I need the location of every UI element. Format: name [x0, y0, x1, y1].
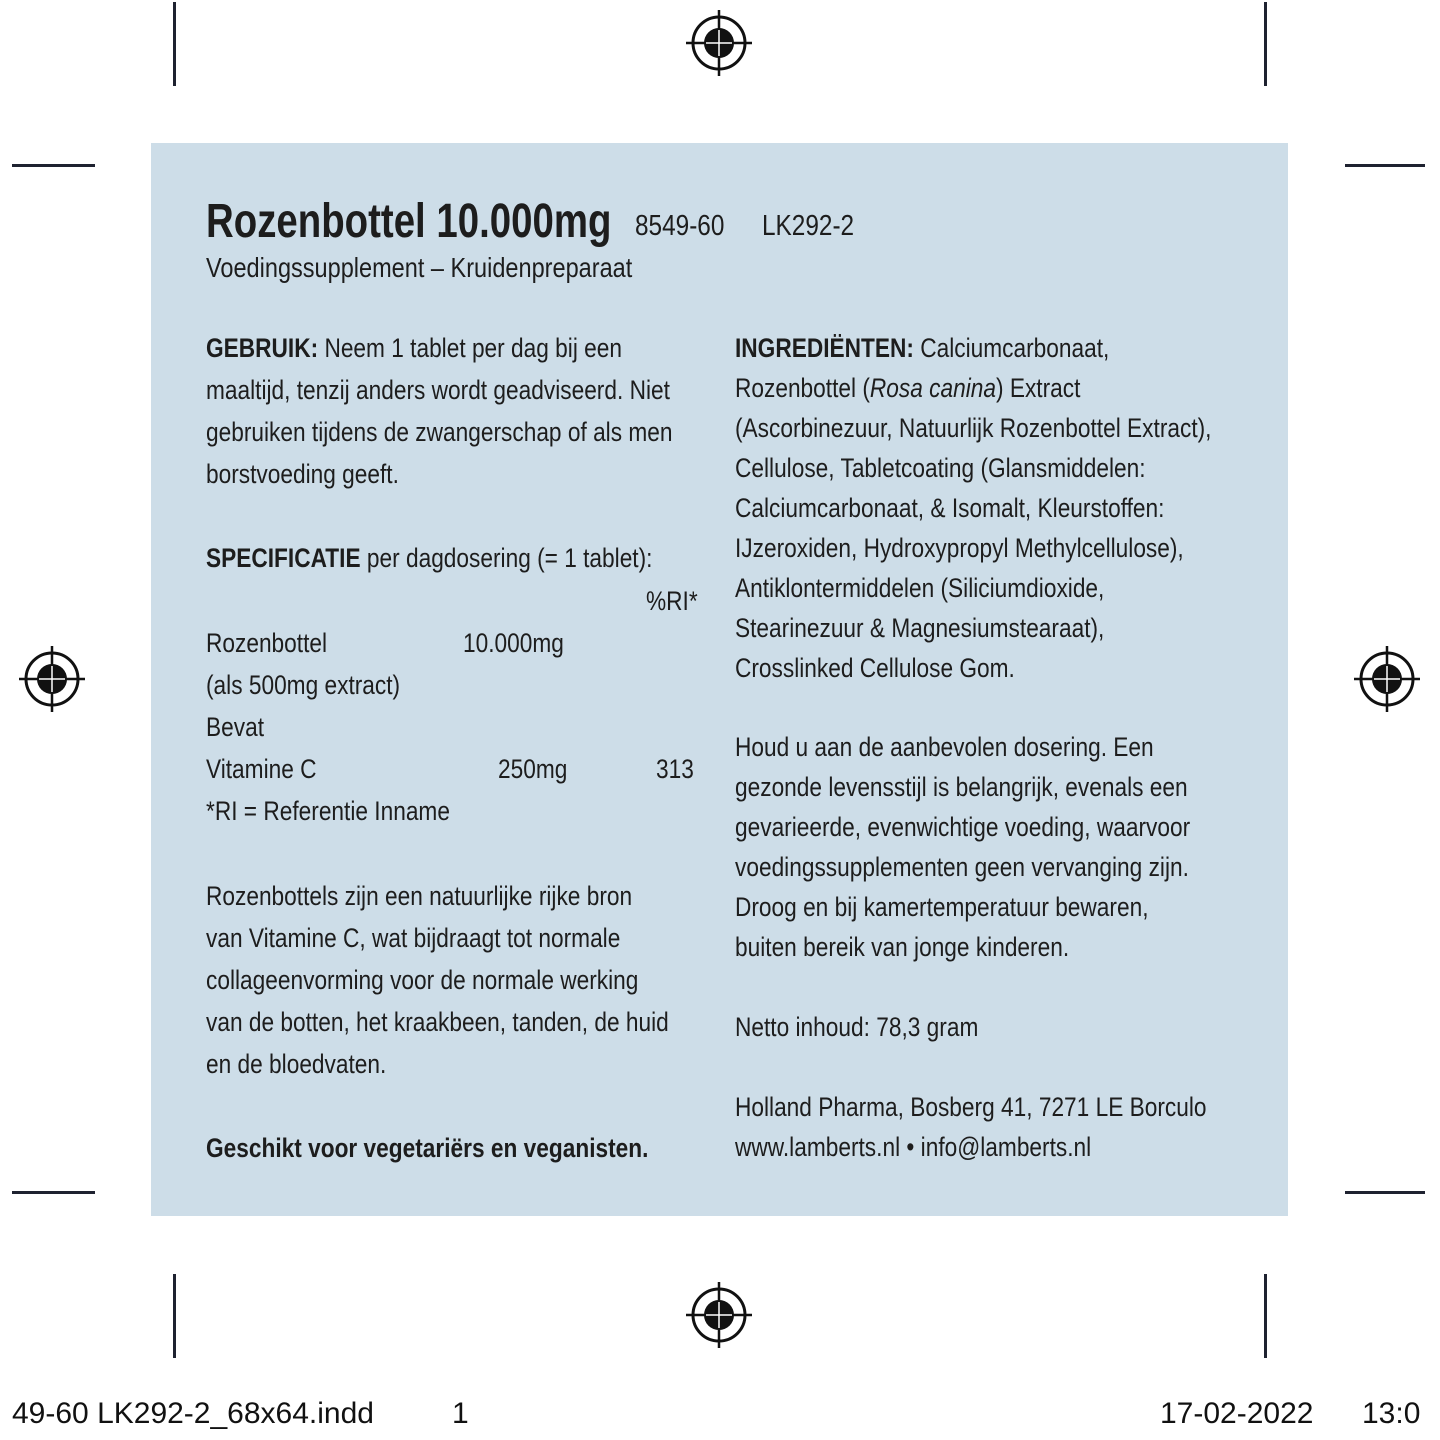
- product-title: Rozenbottel 10.000mg: [206, 195, 612, 248]
- label-code: LK292-2: [762, 210, 855, 242]
- ri-column-header: %RI*: [646, 586, 698, 616]
- advice-line: Droog en bij kamertemperatuur bewaren,: [735, 892, 1149, 922]
- spec-row-name: Rozenbottel: [206, 628, 328, 658]
- crop-mark-left-bottom: [12, 1191, 95, 1194]
- advice-line: gevarieerde, evenwichtige voeding, waarvoor: [735, 812, 1191, 842]
- claim-line: Rozenbottels zijn een natuurlijke rijke bron: [206, 881, 633, 911]
- ingredients-heading: INGREDIËNTEN:: [735, 333, 914, 363]
- advice-line: buiten bereik van jonge kinderen.: [735, 932, 1070, 962]
- registration-mark-right-icon: [1354, 646, 1420, 712]
- claim-line: van Vitamine C, wat bijdraagt tot normale: [206, 923, 621, 953]
- ingredients-text: ) Extract: [995, 373, 1081, 403]
- registration-mark-top-icon: [686, 10, 752, 76]
- usage-line: gebruiken tijdens de zwangerschap of als men: [206, 417, 673, 447]
- spec-row-ri: 313: [656, 754, 694, 784]
- crop-mark-top-right: [1264, 2, 1267, 86]
- print-page-number: 1: [452, 1397, 469, 1430]
- specification-heading-rest: per dagdosering (= 1 tablet):: [360, 543, 653, 573]
- dosage-advice: [735, 727, 1190, 967]
- ingredients-line: Antiklontermiddelen (Siliciumdioxide,: [735, 573, 1105, 603]
- claim-line: collageenvorming voor de normale werking: [206, 965, 639, 995]
- crop-mark-bottom-left: [173, 1274, 176, 1358]
- spec-row-name: Vitamine C: [206, 754, 317, 784]
- crop-mark-top-left: [173, 2, 176, 86]
- ingredients-line: (Ascorbinezuur, Natuurlijk Rozenbottel Extract),: [735, 413, 1212, 443]
- spec-row-name: (als 500mg extract): [206, 670, 401, 700]
- usage-line: maaltijd, tenzij anders wordt geadviseerd. Niet: [206, 375, 670, 405]
- spec-row-amount: 10.000mg: [463, 628, 564, 658]
- specification-heading-line: [206, 538, 652, 578]
- claim-line: van de botten, het kraakbeen, tanden, de huid: [206, 1007, 669, 1037]
- company-email: info@lamberts.nl: [920, 1132, 1092, 1162]
- ingredients-line: Cellulose, Tabletcoating (Glansmiddelen:: [735, 453, 1146, 483]
- company-address: Holland Pharma, Bosberg 41, 7271 LE Borculo: [735, 1092, 1207, 1122]
- ingredients-line: IJzeroxiden, Hydroxypropyl Methylcellulose),: [735, 533, 1184, 563]
- print-time: 13:0: [1362, 1397, 1421, 1430]
- bullet-separator: •: [906, 1132, 915, 1162]
- ingredients-line: [735, 368, 1211, 408]
- claim-line: en de bloedvaten.: [206, 1049, 387, 1079]
- product-subtitle: Voedingssupplement – Kruidenpreparaat: [206, 252, 633, 283]
- ingredients-line: [735, 328, 1211, 368]
- advice-line: Houd u aan de aanbevolen dosering. Een: [735, 732, 1154, 762]
- usage-section: [206, 328, 672, 494]
- spec-footnote: *RI = Referentie Inname: [206, 796, 450, 826]
- company-contact: [735, 1127, 1207, 1167]
- latin-name: Rosa canina: [869, 373, 996, 403]
- usage-line: [206, 328, 672, 368]
- ingredients-line: Stearinezuur & Magnesiumstearaat),: [735, 613, 1105, 643]
- ingredients-section: [735, 328, 1211, 688]
- advice-line: gezonde levensstijl is belangrijk, evenals een: [735, 772, 1188, 802]
- usage-line: borstvoeding geeft.: [206, 459, 399, 489]
- usage-text: Neem 1 tablet per dag bij een: [318, 333, 622, 363]
- product-code: 8549-60: [635, 210, 725, 242]
- suitable-note: [206, 1128, 648, 1168]
- ingredients-text: Calciumcarbonaat,: [913, 333, 1110, 363]
- ingredients-text: Rozenbottel (: [735, 373, 870, 403]
- specification-heading: SPECIFICATIE: [206, 543, 361, 573]
- usage-heading: GEBRUIK:: [206, 333, 319, 363]
- ingredients-line: Crosslinked Cellulose Gom.: [735, 653, 1015, 683]
- company-website: www.lamberts.nl: [735, 1132, 901, 1162]
- print-date: 17-02-2022: [1160, 1397, 1314, 1430]
- registration-mark-left-icon: [19, 646, 85, 712]
- health-claim: [206, 876, 669, 1084]
- crop-mark-left-top: [12, 164, 95, 167]
- spec-row-name: Bevat: [206, 712, 264, 742]
- spec-row-amount: 250mg: [498, 754, 568, 784]
- ingredients-line: Calciumcarbonaat, & Isomalt, Kleurstoffen:: [735, 493, 1165, 523]
- suitable-text: Geschikt voor vegetariërs en veganisten.: [206, 1133, 649, 1163]
- crop-mark-right-bottom: [1345, 1191, 1425, 1194]
- net-content: Netto inhoud: 78,3 gram: [735, 1012, 979, 1042]
- advice-line: voedingssupplementen geen vervanging zijn.: [735, 852, 1189, 882]
- crop-mark-bottom-right: [1264, 1274, 1267, 1358]
- crop-mark-right-top: [1345, 164, 1425, 167]
- print-file-name: 49-60 LK292-2_68x64.indd: [12, 1397, 374, 1430]
- company-info: [735, 1087, 1207, 1167]
- registration-mark-bottom-icon: [686, 1282, 752, 1348]
